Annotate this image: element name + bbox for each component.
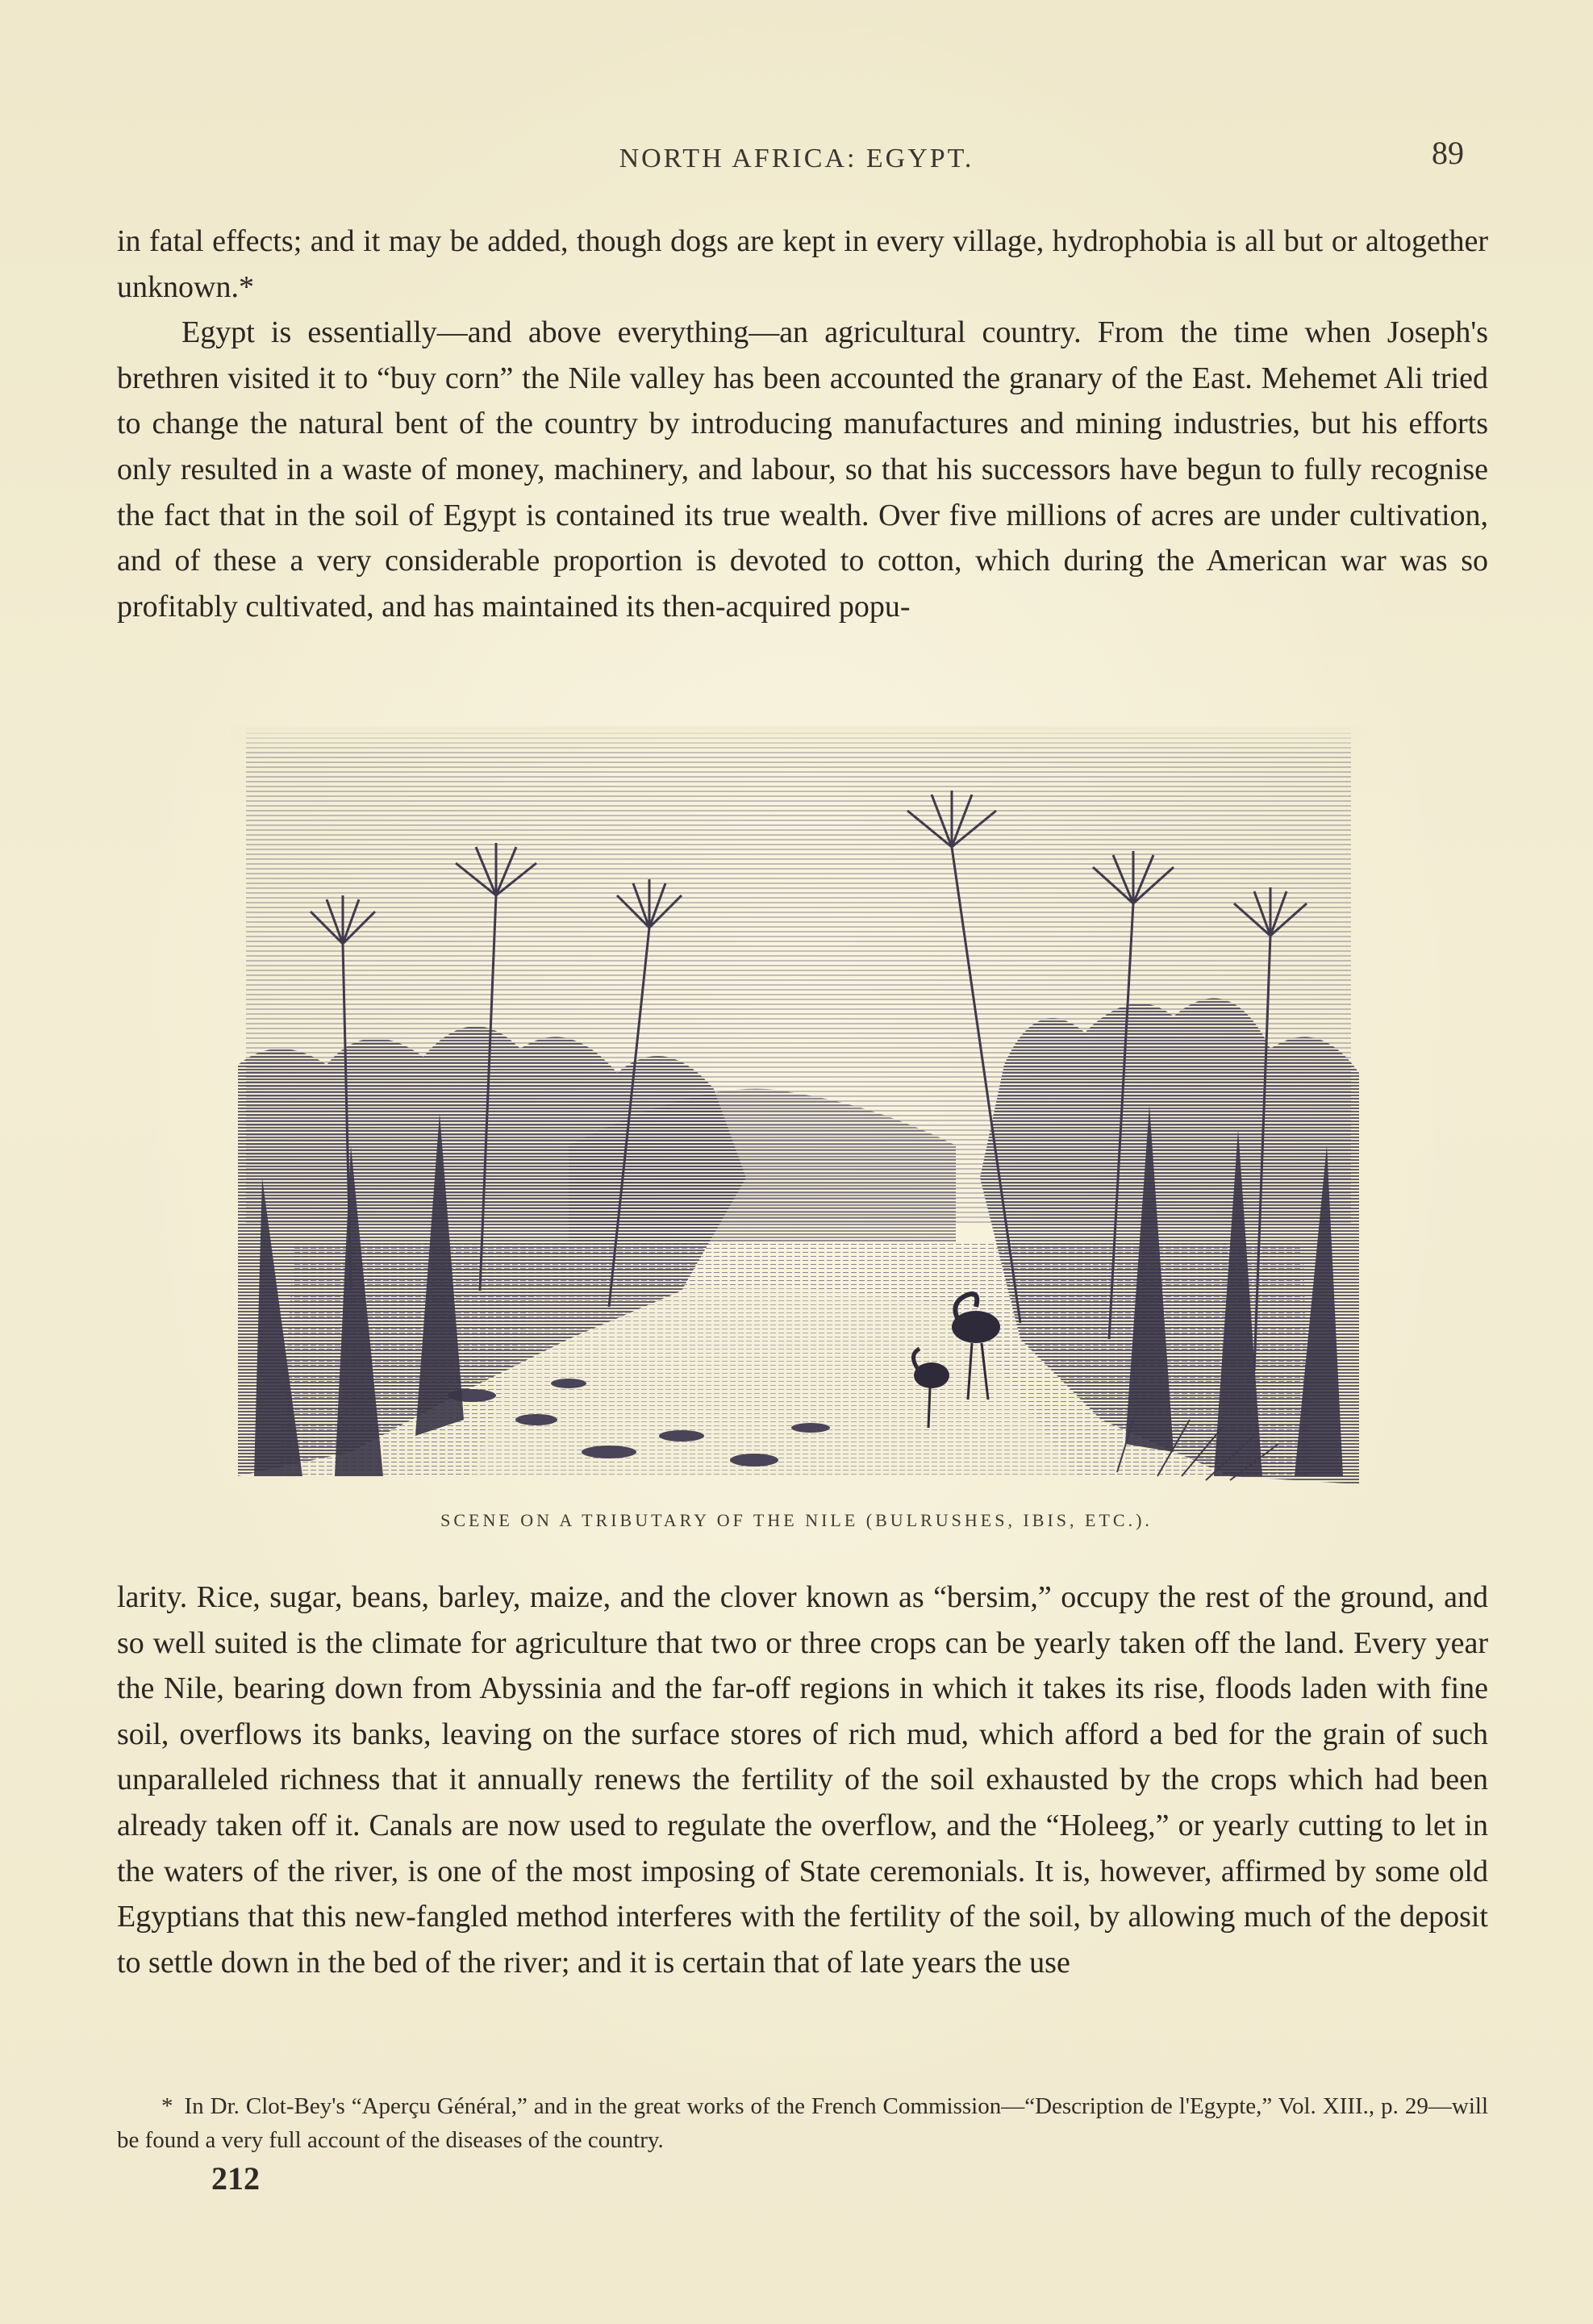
footnote-marker: * [161, 2093, 173, 2119]
figure-caption: SCENE ON A TRIBUTARY OF THE NILE (BULRUSHES, IBIS, ETC.). [440, 1510, 1153, 1530]
nile-tributary-engraving [230, 726, 1367, 1492]
running-title: NORTH AFRICA: EGYPT. [619, 144, 974, 173]
footnote [117, 2089, 1488, 2157]
footnote-text: In Dr. Clot-Bey's “Aperçu Général,” and in the great works of the French Commission—“Description de l'Egypte,” Vol. XIII., p. 29—will be found a very full account of the diseases of the country. [117, 2093, 1489, 2153]
text-block-top [117, 219, 1488, 629]
paragraph-agriculture: Egypt is essentially—and above everything—an agricultural country. From the time when Joseph's brethren visited it to “buy corn” the Nile valley has been accounted the granary of the East. Mehemet Ali tried to change the natural bent of the country by introducing manufactures and mining industries, but his efforts only resulted in a waste of money, machinery, and labour, so that his successors have begun to fully recognise the fact that in the soil of Egypt is contained its true wealth. Over five millions of acres are under cultivation, and of these a very considerable proportion is devoted to cotton, which during the American war was so profitably cultivated, and has maintained its then-acquired popu- [117, 315, 1488, 624]
page-number: 89 [1432, 135, 1464, 171]
paragraph-crops: larity. Rice, sugar, beans, barley, maize, and the clover known as “bersim,” occupy the rest of the ground, and so well suited is the climate for agriculture that two or three crops can be yearly taken off the land. Every year the Nile, bearing down from Abyssinia and the far-off regions in which it takes its rise, floods laden with fine soil, overflows its banks, leaving on the surface stores of rich mud, which afford a bed for the grain of such unparalleled richness that it annually renews the fertility of the soil exhausted by the crops which had been already taken off it. Canals are now used to regulate the overflow, and the “Holeeg,” or yearly cutting to let in the waters of the river, is one of the most imposing of State ceremonials. It is, however, affirmed by some old Egyptians that this new-fangled method interferes with the fertility of the soil, by allowing much of the deposit to settle down in the bed of the river; and it is certain that of late years the use [117, 1580, 1488, 1980]
signature-mark: 212 [211, 2160, 260, 2197]
paragraph-continuation: in fatal effects; and it may be added, though dogs are kept in every village, hydrophobia is all but or altogether unknown.* [117, 224, 1488, 304]
text-block-bottom [117, 1575, 1488, 1985]
